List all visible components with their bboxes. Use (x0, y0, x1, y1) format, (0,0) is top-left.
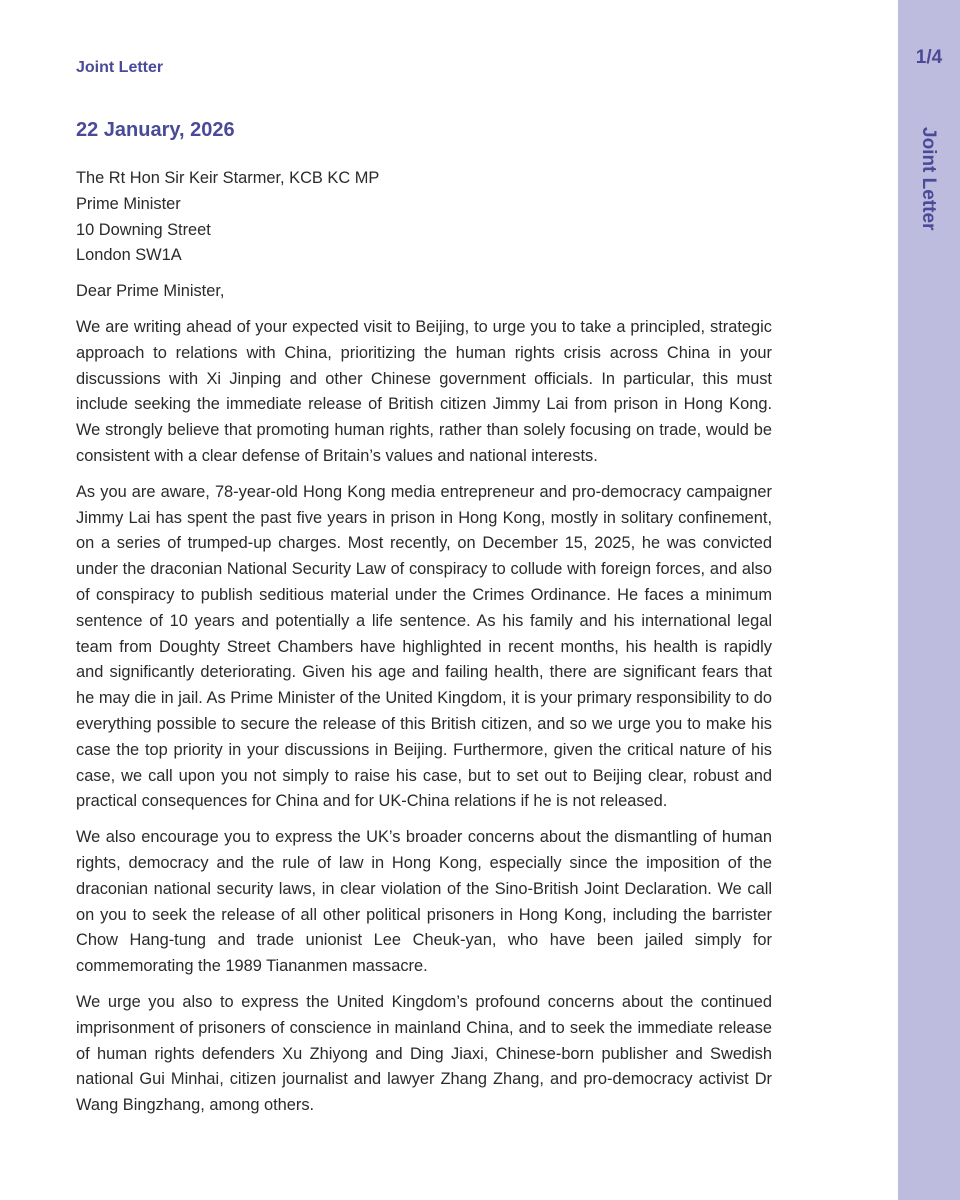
side-band (898, 0, 960, 1200)
recipient-address (76, 166, 772, 269)
paragraph: We are writing ahead of your expected visit to Beijing, to urge you to take a principled, strategic approach to relations with China, prioritizing the human rights crisis across China in your discussions with Xi Jinping and other Chinese government officials. In particular, this must include seeking the immediate release of British citizen Jimmy Lai from prison in Hong Kong. We strongly believe that promoting human rights, rather than solely focusing on trade, would be consistent with a clear defense of Britain’s values and national interests. (76, 317, 772, 465)
salutation: Dear Prime Minister, (76, 282, 225, 301)
address-line: 10 Downing Street (76, 220, 211, 239)
address-line: The Rt Hon Sir Keir Starmer, KCB KC MP (76, 169, 380, 187)
address-line: London SW1A (76, 246, 182, 265)
address-line: Prime Minister (76, 194, 181, 213)
paragraph: We urge you also to express the United Kingdom’s profound concerns about the continued imprisonment of prisoners of conscience in mainland China, and to seek the immediate release of human rights defenders Xu Zhiyong and Ding Jiaxi, Chinese-born publisher and Swedish national Gui Minhai, citizen journalist and lawyer Zhang Zhang, and pro-democracy activist Dr Wang Bingzhang, among others. (76, 992, 772, 1115)
side-title: Joint Letter (918, 127, 939, 231)
header-label: Joint Letter (76, 59, 164, 76)
paragraph: As you are aware, 78-year-old Hong Kong media entrepreneur and pro-democracy campaigner Jimmy Lai has spent the past five years in prison in Hong Kong, mostly in solitary confinement, on a series of trumped-up charges. Most recently, on December 15, 2025, he was convicted under the draconian National Security Law of conspiracy to collude with foreign forces, and also of conspiracy to publish seditious material under the Crimes Ordinance. He faces a minimum sentence of 10 years and potentially a life sentence. As his family and his international legal team from Doughty Street Chambers have highlighted in recent months, his health is rapidly and significantly deteriorating. Given his age and failing health, there are significant fears that he may die in jail. As Prime Minister of the United Kingdom, it is your primary responsibility to do everything possible to secure the release of this British citizen, and so we urge you to make his case the top priority in your discussions in Beijing. Furthermore, given the critical nature of his case, we call upon you not simply to raise his case, but to set out to Beijing clear, robust and practical consequences for China and for UK-China relations if he is not released. (76, 482, 772, 811)
letter-date: 22 January, 2026 (76, 119, 235, 141)
page-number: 1/4 (915, 47, 943, 68)
paragraph: We also encourage you to express the UK’s broader concerns about the dismantling of human rights, democracy and the rule of law in Hong Kong, especially since the imposition of the draconian national security laws, in clear violation of the Sino-British Joint Declaration. We call on you to seek the release of all other political prisoners in Hong Kong, including the barrister Chow Hang-tung and trade unionist Lee Cheuk-yan, who have been jailed simply for commemorating the 1989 Tiananmen massacre. (76, 828, 772, 976)
letter-body (76, 166, 772, 1119)
